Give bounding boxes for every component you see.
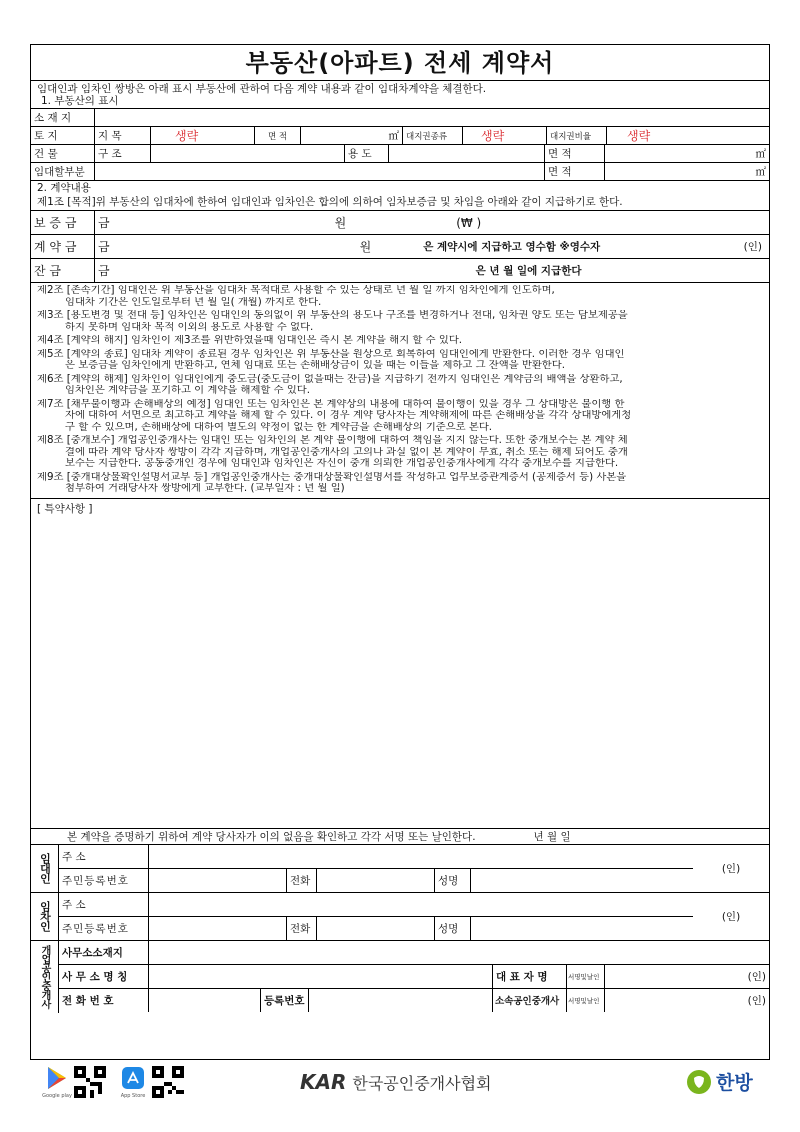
deposit-paren: (₩ )	[456, 215, 482, 230]
land-area-unit[interactable]: ㎡	[301, 127, 403, 144]
article-5: 제5조 [계약의 종료] 임대차 계약이 종료된 경우 임차인은 위 부동산을 원상으로 회복하여 임대인에게 반환한다. 이러한 경우 임대인 은 보증금을 임차인에게 반환하고, 연체 임대료 또는 손해배상금이 있을 때는 이들을 제하고 그 잔액을 반환한다.	[37, 348, 625, 371]
association-name: 한국공인중개사협회	[352, 1073, 492, 1093]
rent-area-label: 면 적	[545, 163, 605, 180]
hanbang-logo	[686, 1068, 753, 1095]
jimok-label: 지 목	[95, 127, 151, 144]
structure-field[interactable]	[151, 145, 345, 162]
land-area-label: 면 적	[255, 127, 301, 144]
lessee-address-label: 주 소	[59, 893, 149, 916]
lessor-phone-field[interactable]	[317, 869, 435, 892]
lessee-phone-label: 전화	[287, 917, 317, 940]
rent-part-field[interactable]	[95, 163, 545, 180]
broker-affiliated-label: 소속공인중개사	[493, 989, 567, 1012]
lessor-phone-label: 전화	[287, 869, 317, 892]
lessor-block	[31, 845, 769, 893]
deposit-row	[31, 211, 769, 235]
right-ratio-value[interactable]: 생략	[627, 129, 651, 143]
document-title: 부동산(아파트) 전세 계약서	[31, 45, 769, 81]
google-play-badge[interactable]: Google play	[42, 1066, 72, 1099]
location-field[interactable]	[95, 109, 769, 126]
balance-text: 은 년 월 일에 지급한다	[475, 265, 582, 277]
lessor-label: 임대인	[31, 845, 59, 892]
broker-tel-label: 전 화 번 호	[59, 989, 149, 1012]
google-play-icon	[46, 1066, 68, 1090]
down-payment-row	[31, 235, 769, 259]
balance-row	[31, 259, 769, 283]
right-type-label: 대지권종류	[403, 127, 463, 144]
rent-area-unit[interactable]: ㎡	[755, 166, 766, 178]
deposit-unit: 원	[334, 216, 347, 230]
article-9: 제9조 [중개대상물확인설명서교부 등] 개업공인중개사는 중개대상물확인설명서를 작성하고 업무보증관계증서 (공제증서 등) 사본을 첨부하여 거래당사자 쌍방에게 교부한다. (교부일자 : 년 월 일)	[37, 471, 627, 494]
broker-reg-no-label: 등록번호	[261, 989, 309, 1012]
special-terms-box[interactable]	[31, 499, 769, 829]
deposit-field[interactable]	[95, 211, 769, 234]
down-payment-field[interactable]	[95, 235, 769, 258]
building-label: 건 물	[31, 145, 95, 162]
broker-ceo-label: 대 표 자 명	[493, 965, 567, 988]
articles-block	[31, 283, 769, 499]
down-seal: (인)	[743, 241, 762, 253]
section-1-heading: 1. 부동산의 표시	[31, 95, 769, 109]
lessee-label: 임차인	[31, 893, 59, 940]
balance-label: 잔 금	[31, 259, 95, 282]
broker-block	[31, 941, 769, 1013]
land-row	[31, 127, 769, 145]
jimok-value[interactable]: 생략	[151, 127, 255, 144]
lessor-address-field[interactable]	[149, 845, 693, 868]
lessee-phone-field[interactable]	[317, 917, 435, 940]
app-store-icon	[121, 1066, 145, 1090]
kar-logo	[300, 1070, 492, 1094]
building-area-label: 면 적	[545, 145, 605, 162]
building-area-unit[interactable]: ㎡	[755, 148, 766, 160]
broker-ceo-seal[interactable]: (인)	[747, 970, 766, 983]
section-2-heading: 2. 계약내용	[37, 182, 91, 194]
lessor-address-label: 주 소	[59, 845, 149, 868]
lessee-address-field[interactable]	[149, 893, 693, 916]
lessee-reg-field[interactable]	[149, 917, 287, 940]
broker-label: 개업공인중개사	[31, 941, 59, 1013]
footer	[30, 1064, 770, 1104]
article-4: 제4조 [계약의 해지] 임차인이 제3조를 위반하였을때 임대인은 즉시 본 계약을 해지 할 수 있다.	[37, 335, 463, 346]
down-payment-label: 계 약 금	[31, 235, 95, 258]
rent-part-label: 임대할부분	[31, 163, 95, 180]
broker-affiliated-seal[interactable]: (인)	[747, 994, 766, 1007]
deposit-label: 보 증 금	[31, 211, 95, 234]
app-store-badge[interactable]: App Store	[118, 1066, 148, 1099]
hanbang-icon	[686, 1069, 712, 1095]
location-label: 소 재 지	[31, 109, 95, 126]
lessor-name-label: 성명	[435, 869, 471, 892]
kar-logo-text: KAR	[300, 1070, 347, 1094]
broker-tel-field[interactable]	[149, 989, 261, 1012]
article-8: 제8조 [중개보수] 개업공인중개사는 임대인 또는 임차인의 본 계약 불이행에 대하여 책임을 지지 않는다. 또한 중개보수는 본 계약 체 결에 따라 계약 당사자 쌍방이 각각 지급하며, 개업공인중개사의 고의나 과실 없이 본 계약이 무효, 취소 또는 해제 되어도 중개 보수는 지급한다. 공동중개인 경우에 임대인과 임차인은 자신이 중개 의뢰한 개업공인중개사에게 각각 중개보수를 지급한다.	[37, 435, 628, 469]
lessee-block	[31, 893, 769, 941]
hanbang-text: 한방	[716, 1072, 753, 1094]
right-ratio-label: 대지권비율	[547, 127, 607, 144]
article-2: 제2조 [존속기간] 임대인은 위 부동산을 임대차 목적대로 사용할 수 있는 상태로 년 월 일 까지 임차인에게 인도하며, 임대차 기간은 인도일로부터 년 월 일( 개월) 까지로 한다.	[37, 285, 555, 308]
special-terms-label: [ 특약사항 ]	[37, 502, 93, 515]
lessee-name-field[interactable]	[471, 917, 693, 940]
lessee-seal[interactable]: (인)	[721, 910, 741, 923]
broker-office-name-field[interactable]	[149, 965, 493, 988]
broker-sign2-label: 서명및날인	[567, 989, 605, 1012]
article-7: 제7조 [채무불이행과 손해배상의 예정] 임대인 또는 임차인은 본 계약상의 내용에 대하여 불이행이 있을 경우 그 상대방은 불이행 한 자에 대하여 서면으로 최고하고 계약을 해제 할 수 있다. 이 경우 계약 당사자는 계약해제에 따른 손해배상을 각각 상대방에게청 구 할 수 있으며, 손해배상에 대하여 별도의 약정이 없는 한 계약금을 손해배상의 기준으로 본다.	[37, 398, 632, 433]
confirm-row	[31, 829, 769, 845]
structure-label: 구 조	[95, 145, 151, 162]
confirm-date: 년 월 일	[533, 830, 571, 843]
balance-won: 금	[98, 264, 110, 278]
broker-office-loc-field[interactable]	[149, 941, 769, 964]
use-field[interactable]	[389, 145, 545, 162]
qr-code-2-icon	[152, 1066, 184, 1101]
lessor-reg-label: 주민등록번호	[59, 869, 149, 892]
confirm-text: 본 계약을 증명하기 위하여 계약 당사자가 이의 없음을 확인하고 각각 서명 또는 날인한다.	[67, 830, 476, 843]
right-type-value[interactable]: 생략	[463, 127, 547, 144]
lessor-name-field[interactable]	[471, 869, 693, 892]
balance-field[interactable]	[95, 259, 769, 282]
broker-office-name-label: 사 무 소 명 칭	[59, 965, 149, 988]
article-3: 제3조 [용도변경 및 전대 등] 임차인은 임대인의 동의없이 위 부동산의 용도나 구조를 변경하거나 전대, 임차권 양도 또는 담보제공을 하지 못하며 임대차 목적 이외의 용도로 사용할 수 없다.	[37, 310, 628, 333]
down-unit: 원	[359, 240, 372, 254]
article-6: 제6조 [계약의 해제] 임차인이 임대인에게 중도금(중도금이 없을때는 잔금)을 지급하기 전까지 임대인은 계약금의 배액을 상환하고, 임차인은 계약금을 포기하고 이 계약을 해제할 수 있다.	[37, 373, 623, 396]
deposit-won: 금	[98, 216, 110, 230]
lessee-name-label: 성명	[435, 917, 471, 940]
qr-code-icon	[74, 1066, 106, 1101]
contract-form	[30, 44, 770, 1060]
lessor-seal[interactable]: (인)	[721, 862, 741, 875]
lessee-reg-label: 주민등록번호	[59, 917, 149, 940]
land-label: 토 지	[31, 127, 95, 144]
use-label: 용 도	[345, 145, 389, 162]
down-text: 은 계약시에 지급하고 영수함 ※영수자	[423, 241, 601, 253]
article-1: 제1조 [목적]위 부동산의 임대차에 한하여 임대인과 임차인은 합의에 의하여 임차보증금 및 차임을 아래와 같이 지급하기로 한다.	[31, 195, 769, 211]
broker-office-loc-label: 사무소소재지	[59, 941, 149, 964]
intro-text: 임대인과 임차인 쌍방은 아래 표시 부동산에 관하여 다음 계약 내용과 같이 임대차계약을 체결한다.	[37, 83, 487, 95]
broker-reg-no-field[interactable]	[309, 989, 493, 1012]
broker-sign-label: 서명및날인	[567, 965, 605, 988]
lessor-reg-field[interactable]	[149, 869, 287, 892]
down-won: 금	[98, 240, 110, 254]
location-row	[31, 109, 769, 127]
rent-part-row	[31, 163, 769, 181]
building-row	[31, 145, 769, 163]
